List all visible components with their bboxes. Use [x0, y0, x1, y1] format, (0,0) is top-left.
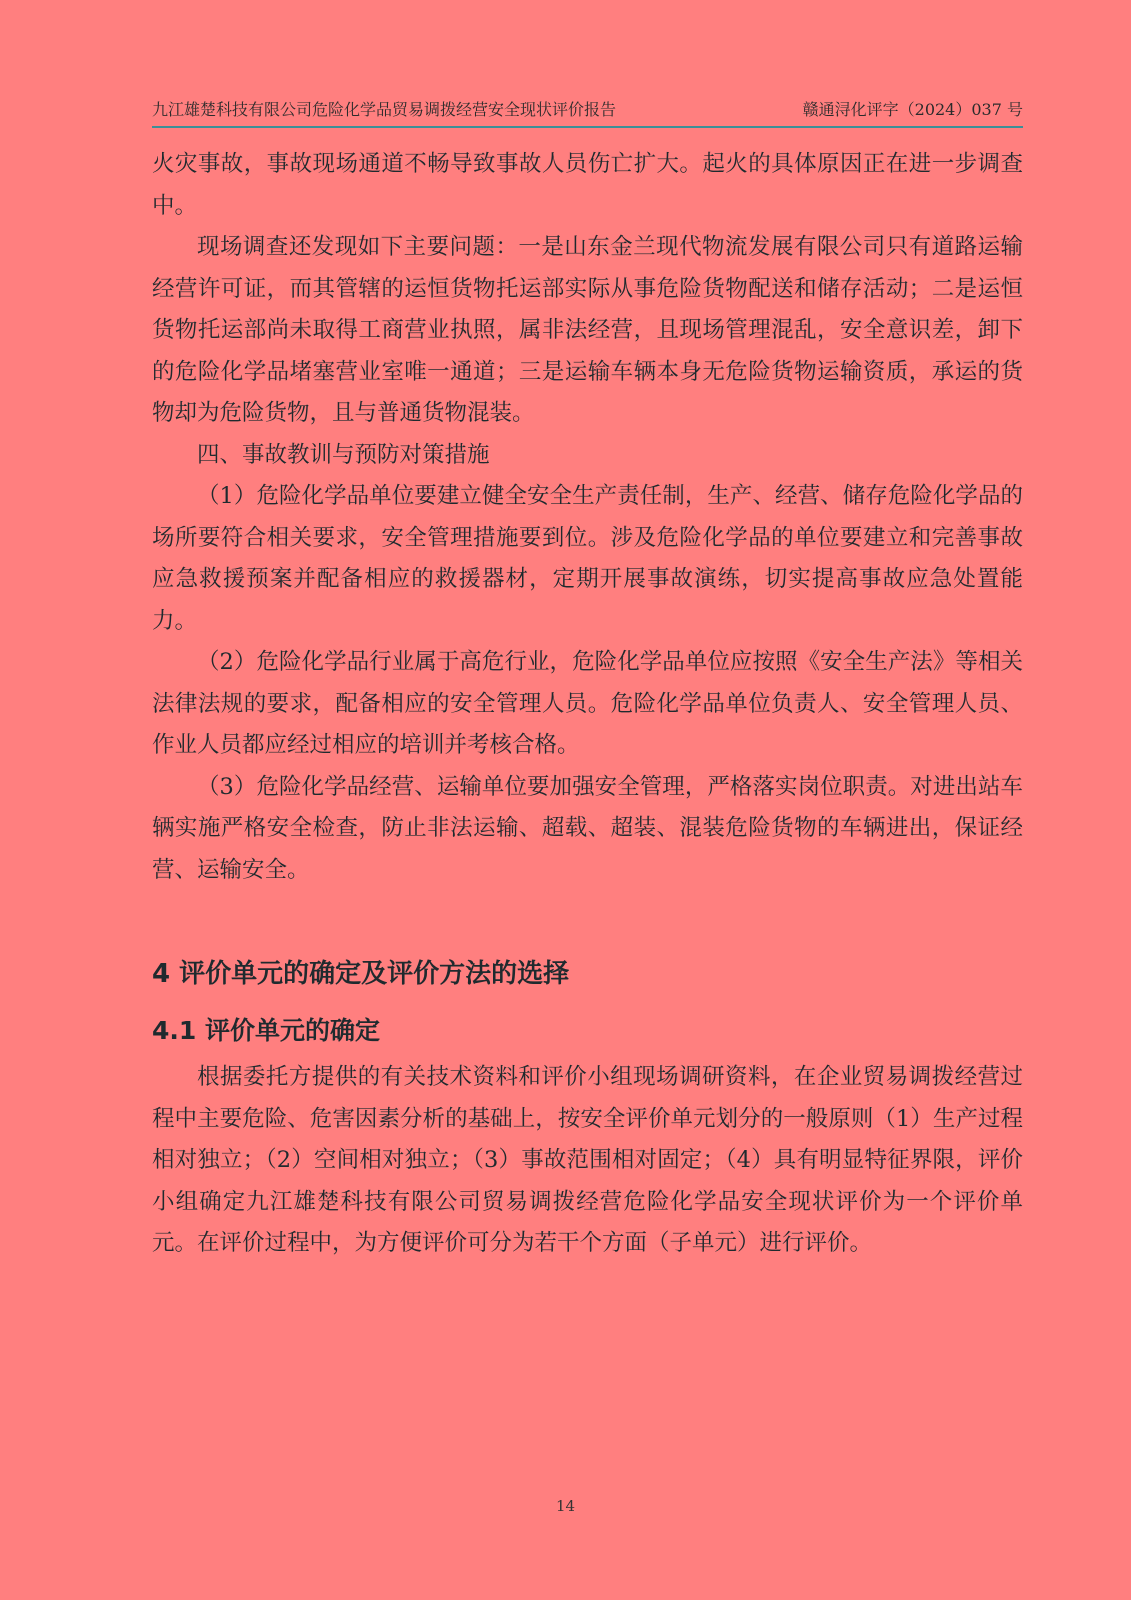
- section-heading-4-1: 4.1 评价单元的确定: [152, 1016, 380, 1045]
- paragraph-evaluation-unit: 根据委托方提供的有关技术资料和评价小组现场调研资料，在企业贸易调拨经营过程中主要危险、危害因素分析的基础上，按安全评价单元划分的一般原则（1）生产过程相对独立；（2）空间相对独立；（3）事故范围相对固定；（4）具有明显特征界限，评价小组确定九江雄楚科技有限公司贸易调拨经营危险化学品安全现状评价为一个评价单元。在评价过程中，为方便评价可分为若干个方面（子单元）进行评价。: [152, 1064, 1023, 1256]
- paragraph-investigation-findings: 现场调查还发现如下主要问题：一是山东金兰现代物流发展有限公司只有道路运输经营许可证，而其管辖的运恒货物托运部实际从事危险货物配送和储存活动；二是运恒货物托运部尚未取得工商营业执照，属非法经营，且现场管理混乱，安全意识差，卸下的危险化学品堵塞营业室唯一通道；三是运输车辆本身无危险货物运输资质，承运的货物却为危险货物，且与普通货物混装。: [152, 234, 1023, 426]
- page-number: 14: [555, 1497, 576, 1515]
- page-content: [152, 144, 1023, 1265]
- header-document-number: 赣通浔化评字（2024）037 号: [802, 100, 1023, 119]
- paragraph-measure-1: （1）危险化学品单位要建立健全安全生产责任制，生产、经营、储存危险化学品的场所要符合相关要求，安全管理措施要到位。涉及危险化学品的单位要建立和完善事故应急救援预案并配备相应的救援器材，定期开展事故演练，切实提高事故应急处置能力。: [152, 483, 1023, 634]
- paragraph-measure-3: （3）危险化学品经营、运输单位要加强安全管理，严格落实岗位职责。对进出站车辆实施严格安全检查，防止非法运输、超载、超装、混装危险货物的车辆进出，保证经营、运输安全。: [152, 773, 1023, 883]
- paragraph-accident-cause: 火灾事故，事故现场通道不畅导致事故人员伤亡扩大。起火的具体原因正在进一步调查中。: [152, 151, 1023, 219]
- paragraph-measure-2: （2）危险化学品行业属于高危行业，危险化学品单位应按照《安全生产法》等相关法律法规的要求，配备相应的安全管理人员。危险化学品单位负责人、安全管理人员、作业人员都应经过相应的培训并考核合格。: [152, 649, 1023, 758]
- paragraph-lessons-heading: 四、事故教训与预防对策措施: [197, 441, 490, 468]
- section-heading-4: 4 评价单元的确定及评价方法的选择: [152, 959, 570, 989]
- page-header: [152, 98, 1023, 128]
- header-report-title: 九江雄楚科技有限公司危险化学品贸易调拨经营安全现状评价报告: [152, 100, 617, 119]
